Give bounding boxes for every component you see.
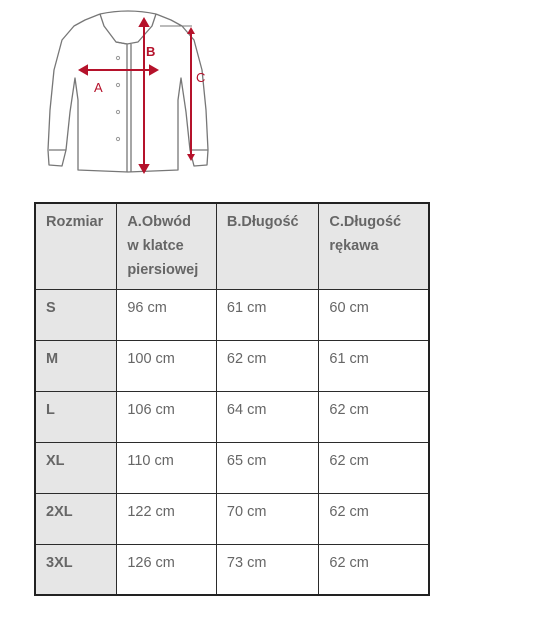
table-row [35, 544, 429, 595]
chest-cell: 110 cm [117, 442, 217, 493]
label-c: C [196, 70, 206, 85]
size-cell: L [35, 391, 117, 442]
sleeve-cell: 62 cm [319, 391, 429, 442]
size-cell: S [35, 289, 117, 340]
chest-cell: 100 cm [117, 340, 217, 391]
measure-line-a [80, 66, 157, 74]
table-header-row [35, 203, 429, 289]
length-cell: 65 cm [216, 442, 318, 493]
header-chest: A.Obwód w klatce piersiowej [117, 203, 217, 289]
table-row [35, 340, 429, 391]
table-row [35, 442, 429, 493]
sleeve-cell: 62 cm [319, 493, 429, 544]
table-row [35, 493, 429, 544]
measure-line-b [140, 19, 148, 172]
table-row [35, 289, 429, 340]
length-cell: 70 cm [216, 493, 318, 544]
size-cell: XL [35, 442, 117, 493]
size-chart-table [34, 202, 430, 596]
size-cell: 2XL [35, 493, 117, 544]
length-cell: 73 cm [216, 544, 318, 595]
shirt-outline [48, 11, 208, 172]
size-cell: 3XL [35, 544, 117, 595]
shirt-measurement-diagram [30, 0, 230, 190]
label-b: B [146, 44, 156, 59]
length-cell: 61 cm [216, 289, 318, 340]
chest-cell: 126 cm [117, 544, 217, 595]
chest-cell: 122 cm [117, 493, 217, 544]
header-sleeve: C.Długość rękawa [319, 203, 429, 289]
label-a: A [94, 80, 103, 95]
length-cell: 64 cm [216, 391, 318, 442]
sleeve-cell: 62 cm [319, 442, 429, 493]
chest-cell: 106 cm [117, 391, 217, 442]
table-row [35, 391, 429, 442]
sleeve-cell: 61 cm [319, 340, 429, 391]
sleeve-cell: 60 cm [319, 289, 429, 340]
header-length: B.Długość [216, 203, 318, 289]
size-cell: M [35, 340, 117, 391]
chest-cell: 96 cm [117, 289, 217, 340]
sleeve-cell: 62 cm [319, 544, 429, 595]
header-size: Rozmiar [35, 203, 117, 289]
length-cell: 62 cm [216, 340, 318, 391]
